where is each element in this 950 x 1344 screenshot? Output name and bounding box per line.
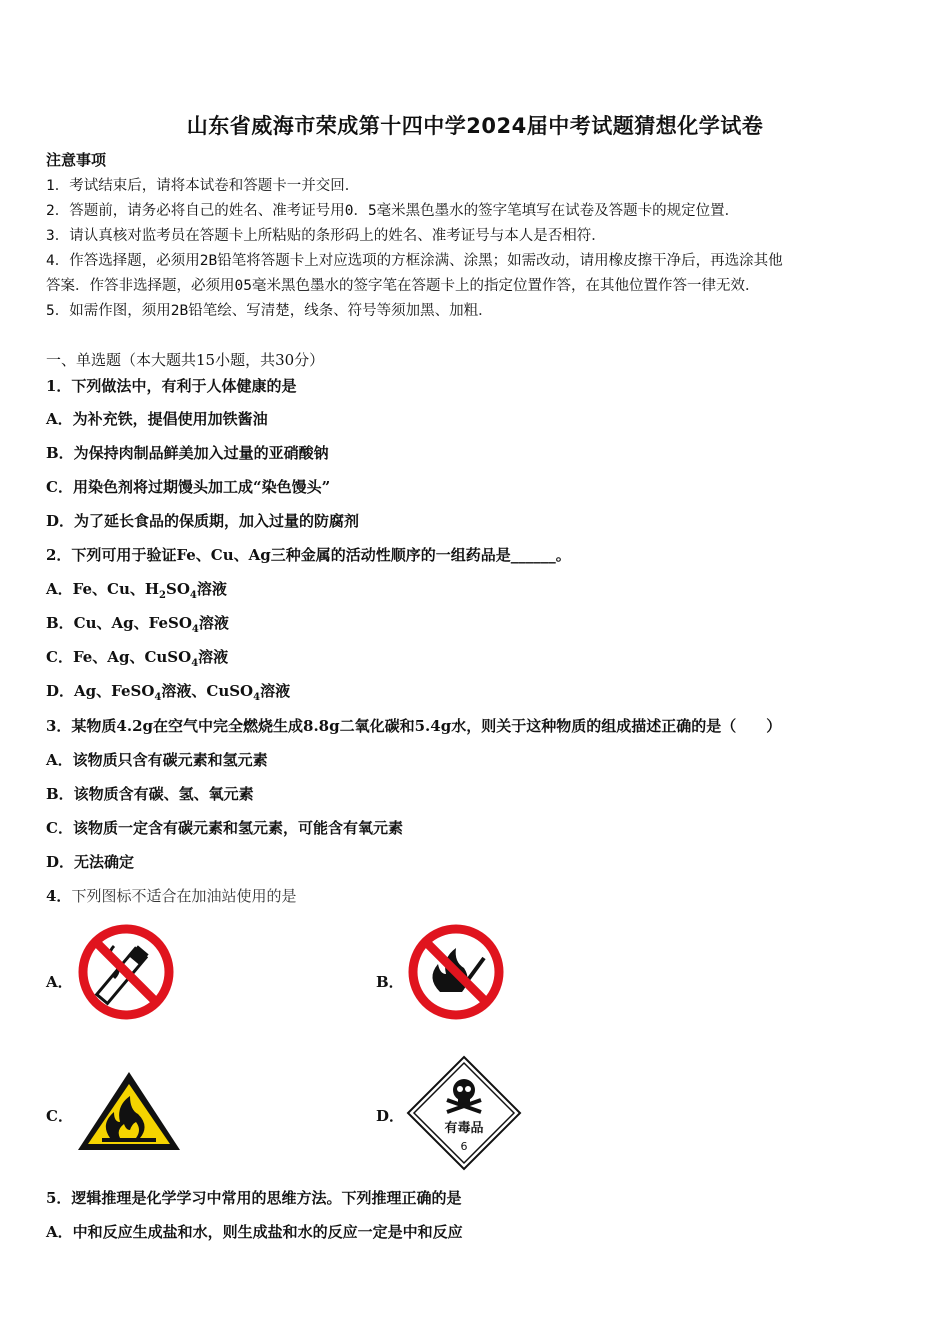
q2-b-pre: B．Cu、Ag、FeSO bbox=[46, 614, 192, 632]
q2-a-sub1: 2 bbox=[159, 590, 166, 601]
q2-d-mid: 溶液、CuSO bbox=[161, 682, 254, 700]
q3-stem: 3．某物质4.2g在空气中完全燃烧生成8.8g二氧化碳和5.4g水，则关于这种物质的组成描述正确的是（ ） bbox=[46, 717, 782, 735]
section-heading: 一、单选题（本大题共15小题，共30分） bbox=[46, 351, 325, 369]
toxic-sign-number: 6 bbox=[460, 1140, 468, 1153]
q4-stem-line bbox=[46, 886, 296, 906]
q1-option-b: B．为保持肉制品鲜美加入过量的亚硝酸钠 bbox=[46, 444, 329, 462]
q3-option-c: C．该物质一定含有碳元素和氢元素，可能含有氧元素 bbox=[46, 819, 403, 837]
notice-item-2: 2．答题前，请务必将自己的姓名、准考证号用0．5毫米黑色墨水的签字笔填写在试卷及答题卡的规定位置． bbox=[46, 203, 740, 219]
q2-d-sub2: 4 bbox=[253, 692, 261, 703]
q3-option-d: D．无法确定 bbox=[46, 853, 135, 871]
notice-item-3: 3．请认真核对监考员在答题卡上所粘贴的条形码上的姓名、准考证号与本人是否相符． bbox=[46, 228, 606, 244]
q1-stem: 1．下列做法中，有利于人体健康的是 bbox=[46, 377, 297, 395]
q2-option-d bbox=[46, 681, 290, 708]
q2-c-post: 溶液 bbox=[198, 648, 229, 666]
q3-option-a: A．该物质只含有碳元素和氢元素 bbox=[46, 751, 268, 769]
q1-option-c: C．用染色剂将过期馒头加工成“染色馒头” bbox=[46, 478, 331, 496]
no-smoking-icon bbox=[74, 922, 178, 1022]
q2-d-post: 溶液 bbox=[260, 682, 291, 700]
q2-a-sub2: 4 bbox=[189, 590, 197, 601]
q2-stem: 2．下列可用于验证Fe、Cu、Ag三种金属的活动性顺序的一组药品是______。 bbox=[46, 546, 571, 564]
q2-a-post: 溶液 bbox=[196, 580, 227, 598]
q2-option-a bbox=[46, 579, 227, 606]
q1-option-a: A．为补充铁，提倡使用加铁酱油 bbox=[46, 410, 268, 428]
toxic-sign-text: 有毒品 bbox=[444, 1121, 484, 1136]
notice-item-4-cont: 答案．作答非选择题，必须用05毫米黑色墨水的签字笔在答题卡上的指定位置作答，在其他位置作答一律无效． bbox=[46, 278, 760, 294]
q2-b-post: 溶液 bbox=[198, 614, 229, 632]
q2-d-sub1: 4 bbox=[154, 692, 162, 703]
flammable-warning-icon bbox=[74, 1068, 184, 1154]
q4-option-a-label: A． bbox=[46, 973, 73, 991]
q4-option-d-label: D． bbox=[376, 1107, 405, 1125]
q2-a-mid: SO bbox=[166, 580, 190, 598]
q5-stem: 5．逻辑推理是化学学习中常用的思维方法。下列推理正确的是 bbox=[46, 1189, 462, 1207]
toxic-hazard-icon bbox=[405, 1054, 523, 1172]
q4-option-b-label: B． bbox=[376, 973, 404, 991]
notice-item-4: 4．作答选择题，必须用2B铅笔将答题卡上对应选项的方框涂满、涂黑；如需改动，请用橡皮擦干净后，再选涂其他 bbox=[46, 253, 783, 269]
q2-option-c bbox=[46, 647, 228, 674]
q5-option-a: A．中和反应生成盐和水，则生成盐和水的反应一定是中和反应 bbox=[46, 1223, 463, 1241]
q2-option-b bbox=[46, 613, 229, 640]
page-title: 山东省威海市荣成第十四中学2024届中考试题猜想化学试卷 bbox=[186, 114, 764, 138]
notice-item-5: 5．如需作图，须用2B铅笔绘、写清楚，线条、符号等须加黑、加粗． bbox=[46, 303, 493, 319]
q4-stem: 下列图标不适合在加油站使用的是 bbox=[71, 887, 297, 905]
q2-d-pre: D．Ag、FeSO bbox=[46, 682, 155, 700]
q2-a-pre: A．Fe、Cu、H bbox=[46, 580, 160, 598]
notice-heading: 注意事项 bbox=[46, 151, 107, 169]
q2-c-sub: 4 bbox=[191, 658, 199, 669]
q4-option-c-label: C． bbox=[46, 1107, 73, 1125]
q2-c-pre: C．Fe、Ag、CuSO bbox=[46, 648, 192, 666]
q1-option-d: D．为了延长食品的保质期，加入过量的防腐剂 bbox=[46, 512, 360, 530]
q4-number: 4． bbox=[46, 887, 72, 905]
q2-b-sub: 4 bbox=[191, 624, 199, 635]
q3-option-b: B．该物质含有碳、氢、氧元素 bbox=[46, 785, 254, 803]
no-open-flame-icon bbox=[404, 922, 508, 1022]
notice-item-1: 1．考试结束后，请将本试卷和答题卡一并交回． bbox=[46, 178, 360, 194]
